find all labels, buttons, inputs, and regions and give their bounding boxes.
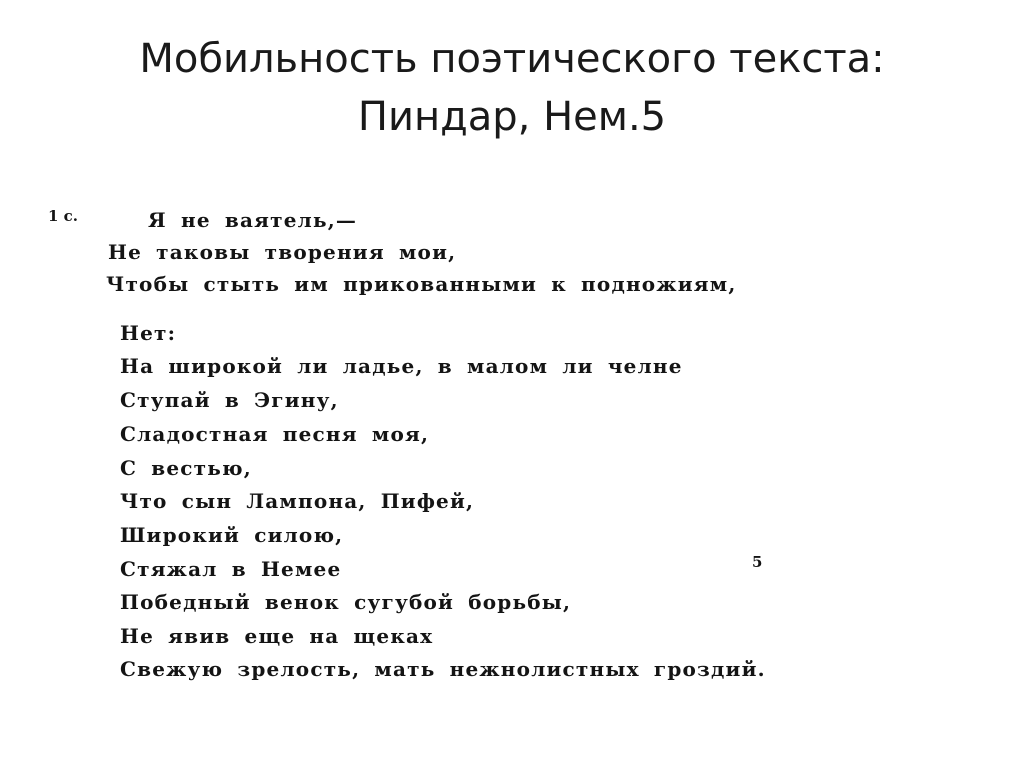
verse-line: Ступай в Эгину, xyxy=(120,388,339,412)
verse-line: Свежую зрелость, мать нежнолистных гроздий. xyxy=(120,657,766,681)
verse-line: Сладостная песня моя, xyxy=(120,422,430,446)
verse-line: Стяжал в Немее xyxy=(120,557,342,581)
verse-line: На широкой ли ладье, в малом ли челне xyxy=(120,354,683,378)
verse-line: Что сын Лампона, Пифей, xyxy=(120,489,475,513)
verse-line: Нет: xyxy=(120,321,177,345)
verse-line: Не таковы творения мои, xyxy=(108,240,457,264)
line-number-marker: 5 xyxy=(752,553,763,571)
verse-line: Я не ваятель,— xyxy=(148,208,358,232)
slide-title xyxy=(0,30,1024,146)
verse-line: Чтобы стыть им прикованными к подножиям, xyxy=(106,272,737,296)
strophe-marker: 1 с. xyxy=(48,207,79,225)
slide-title-line-1: Мобильность поэтического текста: xyxy=(139,36,885,82)
verse-line: Победный венок сугубой борьбы, xyxy=(120,590,572,614)
verse-line: С вестью, xyxy=(120,456,252,480)
slide-title-line-2: Пиндар, Нем.5 xyxy=(357,94,667,140)
verse-line: Широкий силою, xyxy=(120,523,344,547)
scanned-poem-excerpt xyxy=(40,195,780,695)
verse-line: Не явив еще на щеках xyxy=(120,624,434,648)
